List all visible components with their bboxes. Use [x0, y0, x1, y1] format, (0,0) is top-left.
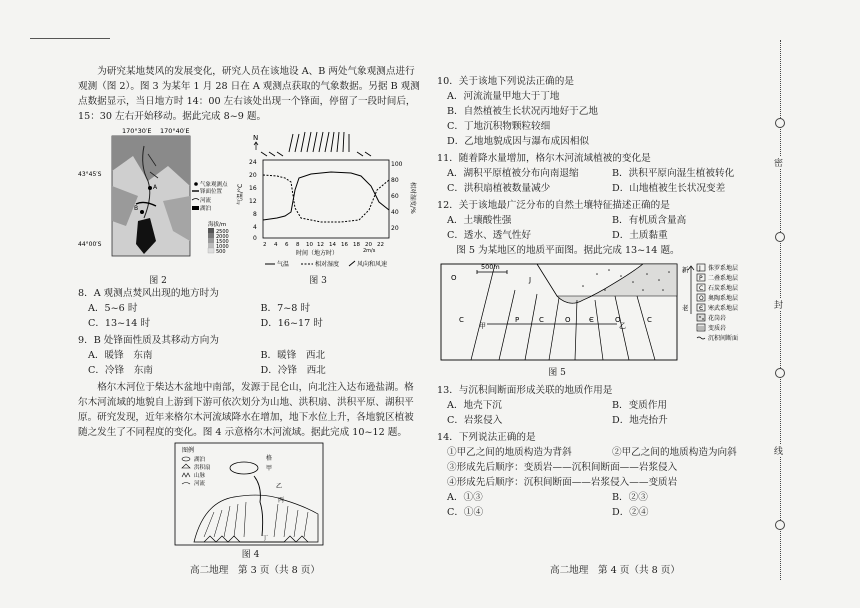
- fig4-legend-title: 图例: [182, 447, 195, 454]
- binding-hole: [775, 232, 785, 242]
- y-tick: 0: [253, 235, 257, 242]
- binding-hole: [775, 118, 785, 128]
- question-11: [437, 151, 767, 196]
- legend-text: 侏罗系地层: [708, 265, 739, 272]
- x-tick: 16: [341, 242, 348, 248]
- fig5-label-o3: O: [615, 316, 621, 324]
- figure-5-caption: 图 5: [548, 368, 566, 378]
- fig5-label-o1: O: [451, 274, 457, 282]
- fig5-label-c2: C: [539, 316, 544, 324]
- q12-option-c: C．透水、透气性好: [447, 230, 532, 241]
- q13-option-a: A．地壳下沉: [447, 400, 502, 411]
- alt-level: 2000: [216, 234, 229, 240]
- fig5-label-e: Є: [589, 316, 594, 324]
- q8-option-d: D．16~17 时: [260, 318, 323, 329]
- alt-level: 1000: [216, 244, 229, 250]
- legend-humidity: 相对湿度: [315, 261, 340, 268]
- question-12: [437, 198, 767, 243]
- fig5-label-p: P: [515, 316, 520, 324]
- q8-option-c: C．13~14 时: [88, 318, 151, 329]
- legend-text: 奥陶系地层: [708, 295, 739, 302]
- fig4-legend-river: 河流: [194, 481, 206, 487]
- wind-unit: 2m/s: [363, 248, 376, 254]
- wind-barbs: [261, 132, 371, 156]
- q14-stem: 14．下列说法正确的是: [437, 432, 536, 443]
- x-label: 时间（地方时）: [296, 250, 339, 257]
- alt-level: 500: [216, 249, 226, 255]
- fig5-scale: 500m: [481, 263, 500, 271]
- intro-passage: 为研究某地焚风的发展变化，研究人员在该地设 A、B 两处气象观测点进行观测（图 2）。图 3 为某年 1 月 28 日在 A 观测点获取的气象数据。另据 B 观测点数据显示，当日地方时 14：00 左右该处出现一个锋面，停留了一段时间后，15：30 左右开始移动。据此完成 8~9 题。: [78, 66, 420, 122]
- lon-label-1: 170°30′E: [122, 127, 152, 135]
- q8-option-b: B．7~8 时: [260, 303, 311, 314]
- binding-char-3: 线: [774, 444, 783, 457]
- y-tick: 16: [249, 185, 257, 192]
- y-tick: 4: [253, 224, 257, 231]
- q14-option-b: B．②③: [612, 492, 648, 503]
- lat-label-1: 43°45′S: [78, 171, 102, 178]
- q14-statement-4: ④形成先后顺序：沉积间断面——岩浆侵入——变质岩: [447, 477, 678, 488]
- legend-text: 花岗岩: [708, 315, 727, 322]
- q12-option-d: D．土质黏重: [612, 230, 668, 241]
- station-b-label: B: [134, 205, 139, 212]
- place-jia: 甲: [266, 465, 273, 472]
- y-tick: 12: [249, 198, 257, 205]
- question-8: [78, 286, 423, 331]
- figure-5-intro: 图 5 为某地区的地质平面图。据此完成 13~14 题。: [456, 245, 680, 256]
- footer-page-3: 高二地理 第 3 页（共 8 页）: [190, 565, 320, 576]
- binding-hole: [775, 520, 785, 530]
- y2-tick: 40: [391, 209, 399, 216]
- q8-option-a: A．5~6 时: [88, 303, 138, 314]
- humidity-line: [263, 175, 389, 222]
- legend-sym: Є: [699, 305, 704, 312]
- place-yi: 乙: [276, 483, 283, 490]
- q13-option-d: D．地壳抬升: [612, 415, 668, 426]
- q8-stem: 8．A 观测点焚风出现的地方时为: [78, 288, 219, 299]
- fig4-legend-fan: 洪积扇: [194, 465, 211, 471]
- y2-tick: 100: [391, 161, 403, 168]
- q10-option-a: A．河流流量甲地大于丁地: [447, 91, 560, 102]
- legend-wind: 风向和风速: [357, 261, 388, 268]
- q14-option-a: A．①③: [447, 492, 483, 503]
- q14-statement-2: ②甲乙之间的地质构造为向斜: [612, 447, 737, 458]
- q12-option-b: B．有机质含量高: [612, 215, 687, 226]
- legend-front: 锋面位置: [200, 189, 223, 195]
- q10-option-b: B．自然植被生长状况丙地好于乙地: [447, 106, 598, 117]
- legend-river: 河流: [200, 198, 212, 204]
- binding-hole: [775, 368, 785, 378]
- x-tick: 10: [306, 242, 313, 248]
- x-tick: 20: [365, 242, 372, 248]
- top-rule: [30, 38, 110, 39]
- q9-option-d: D．冷锋 西北: [260, 365, 326, 376]
- q12-stem: 12．关于该地最广泛分布的自然土壤特征描述正确的是: [437, 200, 670, 211]
- y2-tick: 80: [391, 177, 399, 184]
- question-9: [78, 333, 423, 378]
- question-10: [437, 74, 767, 149]
- figure-3-caption: 图 3: [309, 276, 327, 286]
- legend-sym: P: [699, 275, 703, 282]
- y-tick: 8: [253, 211, 257, 218]
- altitude-title: 海拔/m: [208, 222, 227, 228]
- y-right-label: 相对湿度/%: [409, 182, 416, 214]
- legend-text: 沉积间断面: [708, 335, 739, 342]
- place-ding: 丁: [262, 535, 269, 542]
- legend-text: 二叠系地层: [708, 275, 739, 282]
- x-tick: 6: [285, 242, 289, 248]
- q14-option-d: D．②④: [612, 507, 649, 518]
- question-13: [437, 383, 767, 428]
- figure-2-map: [78, 126, 253, 274]
- x-tick: 14: [329, 242, 336, 248]
- fig4-north-char: 格: [266, 455, 273, 462]
- q11-option-b: B．洪积平原向湿生植被转化: [612, 168, 735, 179]
- q14-option-c: C．①④: [447, 507, 484, 518]
- fig5-label-o2: O: [565, 316, 571, 324]
- q9-option-b: B．暖锋 西北: [260, 350, 326, 361]
- left-axis: [249, 159, 257, 242]
- legend-sym: J: [699, 265, 701, 272]
- q12-option-a: A．土壤酸性强: [447, 215, 512, 226]
- fig5-legend: [697, 264, 738, 342]
- q9-option-c: C．冷锋 东南: [88, 365, 153, 376]
- y2-tick: 60: [391, 193, 399, 200]
- alt-level: 2500: [216, 229, 229, 235]
- fig5-point-jia: 甲: [479, 322, 486, 330]
- figure-row-2-3: [78, 124, 423, 284]
- q14-statement-3: ③形成先后顺序：变质岩——沉积间断面——岩浆侵入: [447, 462, 678, 473]
- north-arrow-label: N: [253, 134, 259, 142]
- q9-stem: 9．B 处锋面性质及其移动方向为: [78, 335, 219, 346]
- legend-text: 变质岩: [708, 325, 727, 332]
- right-axis: [391, 161, 403, 232]
- fig5-new-label: 新: [682, 266, 689, 274]
- x-tick: 18: [353, 242, 360, 248]
- legend-temp: 气温: [277, 261, 290, 268]
- y-tick: 20: [249, 172, 257, 179]
- legend-text: 寒武系地层: [708, 305, 739, 312]
- lon-label-2: 170°40′E: [160, 127, 190, 135]
- legend-text: 石炭系地层: [708, 285, 739, 292]
- figure-5-geologic-map: [437, 260, 767, 366]
- x-tick: 12: [317, 242, 324, 248]
- q13-option-c: C．岩浆侵入: [447, 415, 503, 426]
- temperature-line: [263, 172, 389, 220]
- passage-2: 格尔木河位于柴达木盆地中南部，发源于昆仑山，向北注入达布逊盐湖。格尔木河流域的地貌自上游到下游可依次划分为山地、洪积扇、洪积平原、湖积平原。研究发现，近年来格尔木河流域降水在增加，地下水位上升，各地貌区植被随之发生了不同程度的变化。图 4 示意格尔木河流域。据此完成 10~12 题。: [78, 382, 414, 438]
- x-tick: 2: [263, 242, 267, 248]
- q10-option-c: C．丁地沉积物颗粒较细: [447, 121, 551, 132]
- q11-stem: 11．随着降水量增加，格尔木河流域植被的变化是: [437, 153, 651, 164]
- q10-stem: 10．关于该地下列说法正确的是: [437, 76, 574, 87]
- binding-char-2: 封: [774, 298, 783, 311]
- fig5-label-c1: C: [459, 316, 464, 324]
- lat-label-2: 44°00′S: [78, 241, 102, 248]
- y-tick: 24: [249, 159, 257, 166]
- station-a-dot: [148, 186, 152, 190]
- fig4-legend-lake: 湖泊: [194, 457, 206, 463]
- place-bing: 丙: [278, 497, 285, 504]
- binding-char-1: 密: [774, 156, 783, 169]
- alt-level: 1500: [216, 239, 229, 245]
- legend-sym: C: [699, 285, 704, 292]
- fig5-label-j: J: [529, 276, 532, 284]
- legend-lake: 湖泊: [200, 206, 212, 212]
- figure-4-map: [174, 442, 324, 546]
- y-left-label: 气温/°C: [237, 183, 244, 205]
- fig5-point-yi: 乙: [619, 322, 626, 330]
- x-tick: 22: [377, 242, 384, 248]
- q9-option-a: A．暖锋 东南: [88, 350, 153, 361]
- left-column: [78, 64, 423, 563]
- legend-station: 气象观测点: [200, 182, 228, 188]
- question-14: [437, 430, 767, 520]
- q13-stem: 13．与沉积间断面形成关联的地质作用是: [437, 385, 613, 396]
- q14-statement-1: ①甲乙之间的地质构造为背斜: [447, 447, 572, 458]
- right-column: [437, 72, 767, 520]
- figure-3-chart: [237, 130, 423, 270]
- q11-option-a: A．湖积平原植被分布向南退缩: [447, 168, 579, 179]
- fig5-old-label: 老: [682, 304, 689, 312]
- figure-4-caption: 图 4: [241, 550, 260, 560]
- q10-option-d: D．乙地地貌成因与瀑布成因相似: [447, 136, 590, 147]
- y2-tick: 20: [391, 225, 399, 232]
- q13-option-b: B．变质作用: [612, 400, 668, 411]
- station-a-label: A: [153, 184, 158, 191]
- legend-sym: O: [699, 295, 704, 302]
- fig5-label-c3: C: [647, 316, 652, 324]
- footer-page-4: 高二地理 第 4 页（共 8 页）: [550, 565, 680, 576]
- station-b-dot: [140, 210, 144, 214]
- q11-option-c: C．洪积扇植被数量减少: [447, 183, 551, 194]
- x-tick: 4: [274, 242, 278, 248]
- q11-option-d: D．山地植被生长状况变差: [612, 183, 726, 194]
- fig4-legend-mountain: 山脉: [194, 473, 206, 479]
- x-tick: 8: [296, 242, 300, 248]
- figure-2-caption: 图 2: [149, 276, 167, 286]
